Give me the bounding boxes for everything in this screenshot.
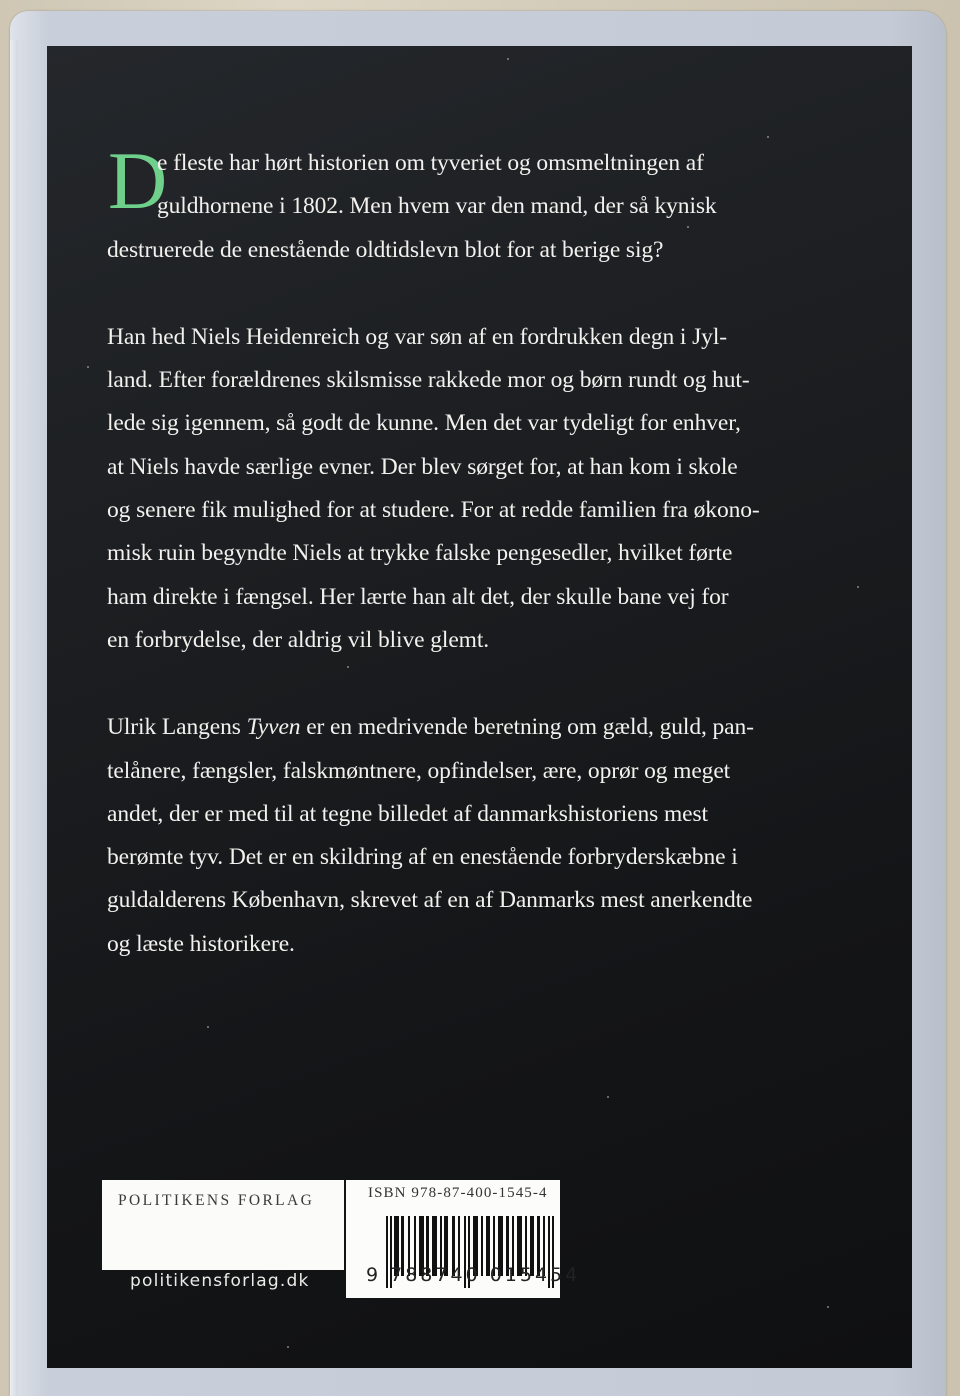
publisher-name: POLITIKENS FORLAG <box>118 1192 315 1209</box>
blurb-line: en forbrydelse, der aldrig vil blive glemt. <box>107 626 490 653</box>
blurb-text-run: er en medrivende beretning om gæld, guld, pan- <box>300 714 754 741</box>
blurb-line: at Niels havde særlige evner. Der blev sørget for, at han kom i skole <box>107 453 738 480</box>
drop-cap-letter: D <box>108 135 168 226</box>
blurb-line <box>107 706 867 749</box>
blurb-line: og læste historikere. <box>107 930 295 957</box>
blurb-line: land. Efter forældrenes skilsmisse rakkede mor og børn rundt og hut- <box>107 367 750 394</box>
blurb-text-run: Ulrik Langens <box>107 714 247 741</box>
blurb-line: guldalderens København, skrevet af en af Danmarks mest anerkendte <box>107 887 753 914</box>
blurb-line: misk ruin begyndte Niels at trykke falske pengesedler, hvilket førte <box>107 540 733 567</box>
blurb-line: e fleste har hørt historien om tyveriet og omsmeltningen af <box>157 150 704 176</box>
publisher-url: politikensforlag.dk <box>130 1271 310 1291</box>
blurb-line: andet, der er med til at tegne billedet af danmarkshistoriens mest <box>107 800 708 827</box>
blurb-paragraph-3 <box>107 706 867 966</box>
blurb-line: telånere, fængsler, falskmøntnere, opfindelser, ære, oprør og meget <box>107 757 731 784</box>
blurb-line: og senere fik mulighed for at studere. For at redde familien fra økono- <box>107 497 760 524</box>
blurb-line: destruerede de enestående oldtidslevn blot for at berige sig? <box>107 236 664 263</box>
blurb-line: ham direkte i fængsel. Her lærte han alt det, der skulle bane vej for <box>107 583 729 610</box>
jacket-spine-edge <box>10 40 18 1396</box>
blurb-paragraph-1 <box>107 135 867 272</box>
blurb-line: lede sig igennem, så godt de kunne. Men det var tydeligt for enhver, <box>107 410 741 437</box>
isbn-barcode-label <box>346 1180 581 1298</box>
blurb-text <box>107 135 867 1010</box>
book-title-italic: Tyven <box>246 714 301 741</box>
publisher-label <box>102 1180 344 1270</box>
blurb-paragraph-2 <box>107 316 867 662</box>
ean-digits: 9 788740 015454 <box>366 1264 581 1286</box>
blurb-line: Han hed Niels Heidenreich og var søn af en fordrukken degn i Jyl- <box>107 323 727 350</box>
isbn-number: ISBN 978-87-400-1545-4 <box>368 1185 548 1201</box>
blurb-line: guldhornene i 1802. Men hvem var den mand, der så kynisk <box>157 193 717 220</box>
blurb-line: berømte tyv. Det er en skildring af en enestående forbryderskæbne i <box>107 844 738 871</box>
